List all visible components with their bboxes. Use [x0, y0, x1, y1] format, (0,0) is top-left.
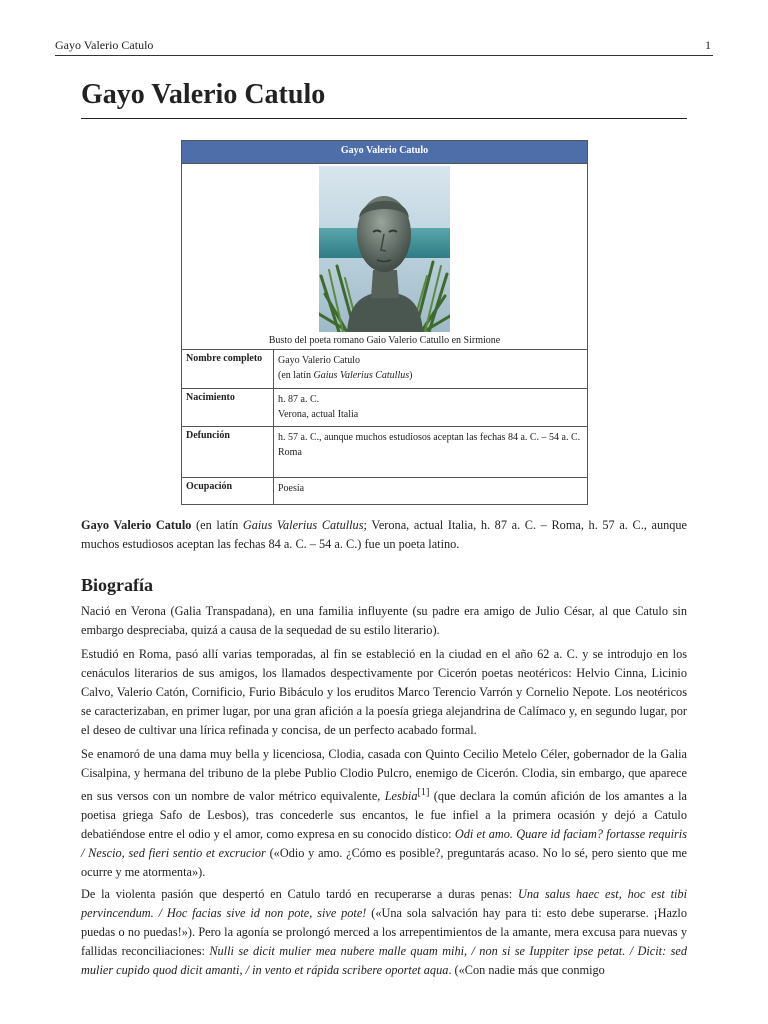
latin-prefix: (en latín: [278, 370, 314, 381]
full-name: Gayo Valerio Catulo: [278, 355, 361, 366]
infobox: [181, 140, 588, 505]
para-text: . («Con nadie más que conmigo: [448, 963, 605, 977]
bio-paragraph: [81, 885, 687, 980]
page-number: 1: [705, 38, 711, 52]
infobox-value: [274, 389, 587, 426]
bio-paragraph: Nació en Verona (Galia Transpadana), en una familia influyente (su padre era amigo de Julio César, al que Catulo sin embargo despreciaba, quizá a causa de la sequedad de su estilo literario).: [81, 604, 687, 637]
birth-date: h. 87 a. C.: [278, 394, 320, 405]
latin-quote: Una salus haec est, hoc est tibi pervincendum. / Hoc facias sive id non pote, sive pote!: [81, 887, 687, 920]
section-heading-biografia: Biografía: [81, 575, 153, 595]
para-text: Se enamoró de una dama muy bella y licenciosa, Clodia, casada con Quinto Cecilio Metelo Céler, gobernador de la Galia Cisalpina, y hermana del tribuno de la plebe Publio Clodio Pulcro, enemigo de Cicerón. Clodia, sin embargo, que aparece en sus versos con un nombre de valor métrico equivalente,: [81, 747, 687, 804]
reference-link[interactable]: [1]: [417, 787, 430, 798]
lesbia-name: Lesbia: [384, 789, 418, 804]
infobox-label: Nacimiento: [182, 389, 274, 426]
infobox-row-ocupacion: [182, 478, 587, 504]
bust-image: [319, 166, 450, 332]
infobox-row-defuncion: [182, 427, 587, 478]
infobox-label: Nombre completo: [182, 350, 274, 388]
latin-suffix: ): [409, 370, 413, 381]
birth-place: Verona, actual Italia: [278, 409, 359, 420]
bio-paragraph: [81, 745, 687, 882]
para-text: («Odio y amo. ¿Cómo es posible?, preguntarás acaso. No lo sé, pero siento que me ocurre y me atormenta»).: [81, 846, 687, 880]
intro-text: ; Verona, actual Italia, h. 87 a. C. – Roma, h. 57 a. C., aunque muchos estudiosos aceptan las fechas 84 a. C. – 54 a. C.) fue un poeta latino.: [81, 518, 687, 551]
bio-paragraph: Estudió en Roma, pasó allí varias temporadas, al fin se estableció en la ciudad en el año 62 a. C. y se introdujo en los cenáculos literarios de sus amigos, los llamados despectivamente por Cicerón poetas neotéricos: Helvio Cinna, Licinio Calvo, Valerio Catón, Cornificio, Furio Bibáculo y los eruditos Marco Terencio Varrón y Cornelio Nepote. Los neotéricos se caracterizaban, en primer lugar, por una gran afición a la poesía griega alejandrina de Calímaco y, en segundo lugar, por el deseo de cultivar una lírica refinada y concisa, de un perfecto acabado formal.: [81, 647, 687, 737]
infobox-label: Ocupación: [182, 478, 274, 504]
latin-quote: Nulli se dicit mulier mea nubere malle quam mihi, / non si se Iuppiter ipse petat. / Dicit: sed mulier cupido quod dicit amanti, / in vento et rápida scribere oportet aqua: [81, 944, 687, 977]
infobox-image-cell: [182, 164, 587, 350]
infobox-row-nacimiento: [182, 389, 587, 427]
bold-name: Gayo Valerio Catulo: [81, 518, 192, 532]
infobox-header: Gayo Valerio Catulo: [182, 141, 587, 164]
infobox-value: [274, 427, 587, 477]
intro-latin-name: Gaius Valerius Catullus: [242, 518, 364, 532]
running-head-title: Gayo Valerio Catulo: [55, 38, 154, 52]
article-title: Gayo Valerio Catulo: [81, 78, 687, 119]
infobox-value: [274, 350, 587, 388]
death-place: Roma: [278, 447, 302, 458]
latin-quote: Odi et amo. Quare id faciam? fortasse requiris / Nescio, sed fieri sentio et excrucior: [81, 827, 687, 861]
para-text: De la violenta pasión que despertó en Catulo tardó en recuperarse a duras penas:: [81, 887, 518, 901]
para-text: («Una sola salvación hay para ti: esto debe superarse. ¡Hazlo puedas o no puedas!»). Pero la agonía se prolongó merced a los arrepentimientos de la amante, mera excusa para nuevas y fallidas reconciliaciones:: [81, 906, 687, 958]
image-caption: Busto del poeta romano Gaio Valerio Catullo en Sirmione: [268, 335, 501, 346]
infobox-row-nombre: [182, 350, 587, 389]
intro-paragraph: [81, 516, 687, 554]
infobox-label: Defunción: [182, 427, 274, 477]
para-text: (que declara la común afición de los amantes a la poetisa griega Safo de Lesbos), tras concederle sus encantos, le fue infiel a la primera ocasión y dejó a Catulo debatiéndose entre el odio y el amor, como expresa en su conocido dístico:: [81, 789, 687, 842]
infobox-value: Poesía: [278, 483, 305, 494]
intro-text: (en latín: [191, 518, 243, 532]
latin-name: Gaius Valerius Catullus: [313, 370, 410, 381]
running-head: [55, 37, 713, 56]
death-date: h. 57 a. C., aunque muchos estudiosos aceptan las fechas 84 a. C. – 54 a. C.: [278, 432, 581, 443]
